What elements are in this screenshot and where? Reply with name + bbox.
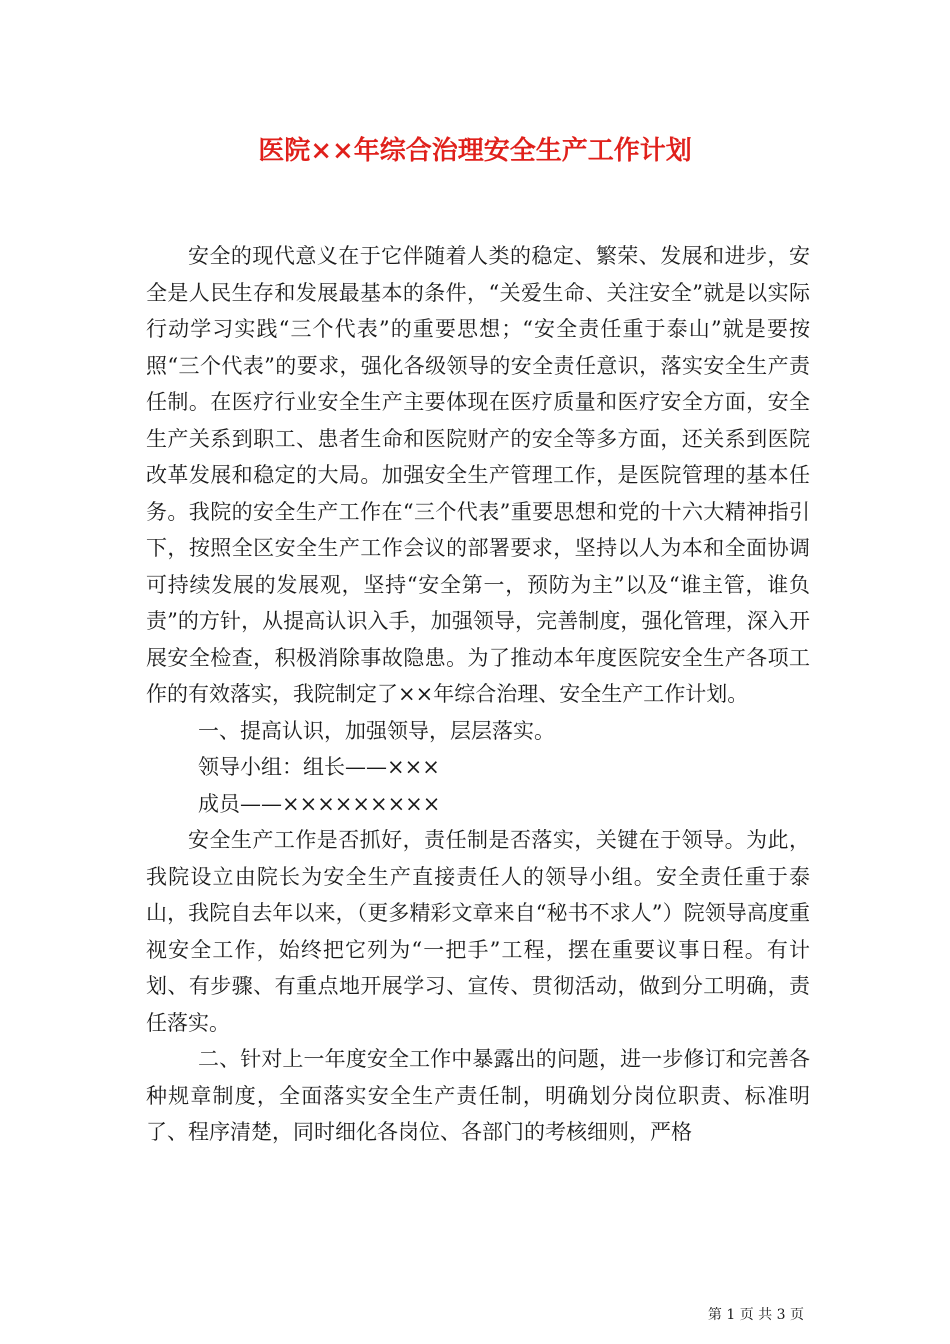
section-2-paragraph: 二、针对上一年度安全工作中暴露出的问题，进一步修订和完善各种规章制度，全面落实安全生产责任制，明确划分岗位职责、标准明了、程序清楚，同时细化各岗位、各部门的考核细则，严格 bbox=[146, 1047, 810, 1144]
members-line: 成员——××××××××× bbox=[198, 791, 441, 816]
intro-paragraph: 安全的现代意义在于它伴随着人类的稳定、繁荣、发展和进步，安全是人民生存和发展最基本的条件，“关爱生命、关注安全”就是以实际行动学习实践“三个代表”的重要思想；“安全责任重于泰山”就是要按照“三个代表”的要求，强化各级领导的安全责任意识，落实安全生产责任制。在医疗行业安全生产主要体现在医疗质量和医疗安全方面，安全生产关系到职工、患者生命和医院财产的安全等多方面，还关系到医院改革发展和稳定的大局。加强安全生产管理工作，是医院管理的基本任务。我院的安全生产工作在“三个代表”重要思想和党的十六大精神指引下，按照全区安全生产工作会议的部署要求，坚持以人为本和全面协调可持续发展的发展观，坚持“安全第一，预防为主”以及“谁主管，谁负责”的方针，从提高认识入手，加强领导，完善制度，强化管理，深入开展安全检查，积极消除事故隐患。为了推动本年度医院安全生产各项工作的有效落实，我院制定了××年综合治理、安全生产工作计划。 bbox=[146, 244, 810, 706]
responsibility-paragraph: 安全生产工作是否抓好，责任制是否落实，关键在于领导。为此，我院设立由院长为安全生产直接责任人的领导小组。安全责任重于泰山，我院自去年以来，（更多精彩文章来自“秘书不求人”）院领导高度重视安全工作，始终把它列为“一把手”工程，摆在重要议事日程。有计划、有步骤、有重点地开展学习、宣传、贯彻活动，做到分工明确，责任落实。 bbox=[146, 828, 810, 1035]
document-body bbox=[146, 238, 810, 1151]
document-title: 医院××年综合治理安全生产工作计划 bbox=[258, 136, 692, 166]
section-heading-1: 一、提高认识，加强领导，层层落实。 bbox=[198, 718, 555, 743]
page-number: 第 1 页 共 3 页 bbox=[707, 1307, 804, 1323]
leader-group-line: 领导小组：组长——××× bbox=[198, 755, 440, 779]
